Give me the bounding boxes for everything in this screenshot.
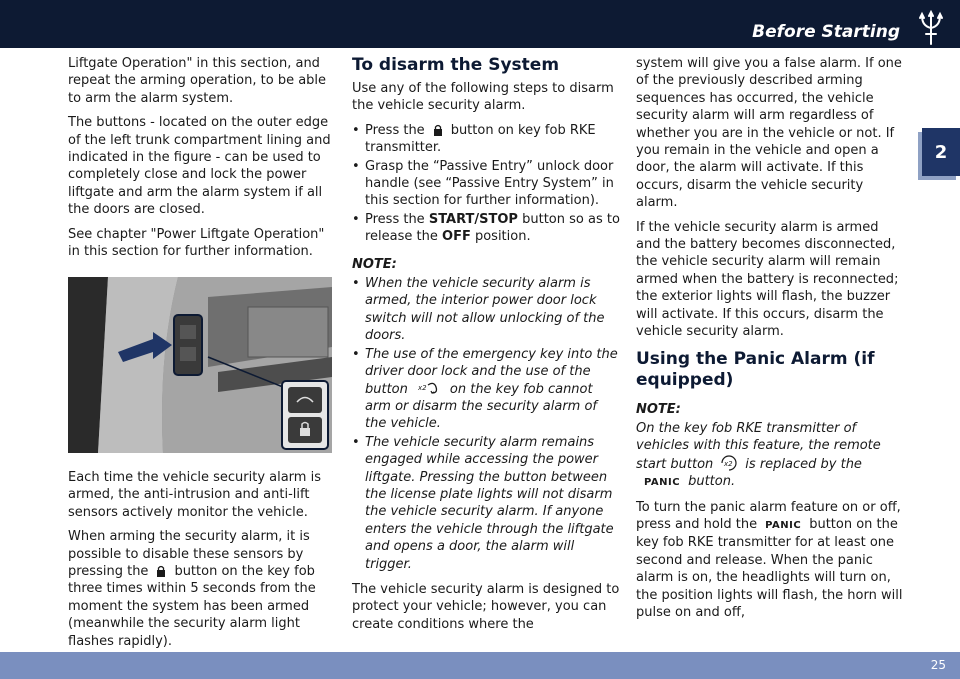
page-number: 25 bbox=[930, 658, 946, 672]
svg-text:x2: x2 bbox=[724, 459, 733, 468]
note-text bbox=[636, 420, 906, 492]
paragraph bbox=[636, 499, 906, 622]
remote-start-x2-icon bbox=[418, 381, 440, 395]
column-2 bbox=[352, 55, 622, 640]
trident-logo bbox=[916, 10, 946, 46]
text-span: button on key fob RKE transmitter. bbox=[365, 122, 596, 156]
lock-icon bbox=[156, 565, 166, 577]
list-item: • Grasp the “Passive Entry” unlock door handle (see “Passive Entry System” in this section for further information). bbox=[352, 158, 614, 209]
text-span: button so as to release the bbox=[365, 211, 620, 245]
paragraph bbox=[68, 528, 338, 650]
text-span: position. bbox=[474, 229, 531, 245]
paragraph: Liftgate Operation" in this section, and repeat the arming operation, to be able to arm the alarm system. bbox=[68, 56, 327, 106]
remote-start-x2-icon bbox=[719, 455, 739, 471]
paragraph: See chapter "Power Liftgate Operation" in this section for further information. bbox=[68, 226, 325, 260]
text-span: button on the key fob RKE transmitter for at least one second and release. When the panic alarm is on, the headlights will turn on, the position lights will flash, the horn will pulse on and off, bbox=[636, 516, 903, 620]
heading-disarm: To disarm the System bbox=[352, 55, 560, 75]
text-span: START/STOP bbox=[428, 211, 518, 227]
section-title: Before Starting bbox=[752, 22, 900, 42]
text-span: Press the bbox=[365, 211, 425, 227]
text-span: The vehicle security alarm remains engaged while accessing the power liftgate. Pressing the button between the license plate lights will not disarm the vehicle security alarm. If anyone enters the vehicle through the liftgate and opens a door, the alarm will trigger. bbox=[365, 434, 614, 572]
note-label: NOTE: bbox=[352, 256, 397, 272]
list-item: • Press the button on key fob RKE transmitter. bbox=[352, 122, 596, 156]
paragraph: Use any of the following steps to disarm the vehicle security alarm. bbox=[352, 81, 614, 114]
paragraph: The buttons - located on the outer edge of the left trunk compartment lining and indicated in the figure - can be used to completely close and lock the power liftgate and arm the alarm system if all the doors are closed. bbox=[68, 115, 331, 218]
column-3 bbox=[636, 55, 906, 628]
chapter-tab[interactable]: 2 bbox=[922, 128, 960, 176]
paragraph: Each time the vehicle security alarm is armed, the anti-intrusion and anti-lift sensors actively monitor the vehicle. bbox=[68, 469, 321, 520]
heading-panic: Using the Panic Alarm (if equipped) bbox=[636, 348, 875, 390]
paragraph: The vehicle security alarm is designed to protect your vehicle; however, you can create conditions where the bbox=[352, 581, 620, 632]
footer-bar bbox=[0, 652, 960, 679]
trunk-button-photo bbox=[68, 277, 332, 453]
column-1 bbox=[68, 55, 338, 657]
paragraph: If the vehicle security alarm is armed and the battery becomes disconnected, the vehicle security alarm will remain armed when the battery is reconnected; the exterior lights will flash, the buzzer will activate. If this occurs, disarm the vehicle security alarm. bbox=[636, 219, 899, 340]
lock-icon bbox=[433, 124, 443, 136]
list-item: • The vehicle security alarm remains engaged while accessing the power liftgate. Pressing the button between the license plate lights will not disarm the vehicle security alarm. If anyone enters the vehicle through the liftgate and opens a door, the alarm will trigger. bbox=[352, 434, 614, 572]
text-span: Press the bbox=[365, 122, 425, 138]
text-span: To turn the panic alarm feature on or off, press and hold the bbox=[636, 499, 901, 532]
text-span: OFF bbox=[442, 229, 471, 245]
list-item: • Press the START/STOP button so as to release the OFF position. bbox=[352, 211, 620, 245]
list-item: • When the vehicle security alarm is armed, the interior power door lock switch will not allow unlocking of the doors. bbox=[352, 276, 605, 344]
text-span: When arming the security alarm, it is possible to disable these sensors by pressing the bbox=[68, 529, 310, 579]
panic-label: PANIC bbox=[644, 477, 681, 489]
text-span: Grasp the “Passive Entry” unlock door handle (see “Passive Entry System” in this section for further information). bbox=[365, 158, 614, 209]
text-span: The use of the emergency key into the driver door lock and the use of the button bbox=[365, 346, 618, 397]
list-item: • The use of the emergency key into the driver door lock and the use of the button x2 on the key fob cannot arm or disarm the security alarm of the vehicle. bbox=[352, 346, 618, 432]
text-span: On the key fob RKE transmitter of vehicles with this feature, the remote start button bbox=[636, 420, 881, 472]
paragraph: system will give you a false alarm. If one of the previously described arming sequences has occurred, the vehicle security alarm will arm regardless of whether you are in the vehicle or not. If you remain in the vehicle and open a door, the alarm will activate. If this occurs, disarm the vehicle security alarm. bbox=[636, 56, 902, 211]
panic-label: PANIC bbox=[765, 519, 802, 531]
text-span: button. bbox=[688, 474, 736, 490]
text-span: button on the key fob three times within 5 seconds from the moment the system has been armed (meanwhile the security alarm light flashes rapidly). bbox=[68, 563, 316, 649]
svg-text:x2: x2 bbox=[417, 383, 427, 392]
text-span: on the key fob cannot arm or disarm the security alarm of the vehicle. bbox=[365, 381, 598, 432]
text-span: When the vehicle security alarm is armed, the interior power door lock switch will not allow unlocking of the doors. bbox=[365, 276, 605, 344]
note-label: NOTE: bbox=[636, 401, 681, 417]
text-span: is replaced by the bbox=[745, 456, 862, 472]
